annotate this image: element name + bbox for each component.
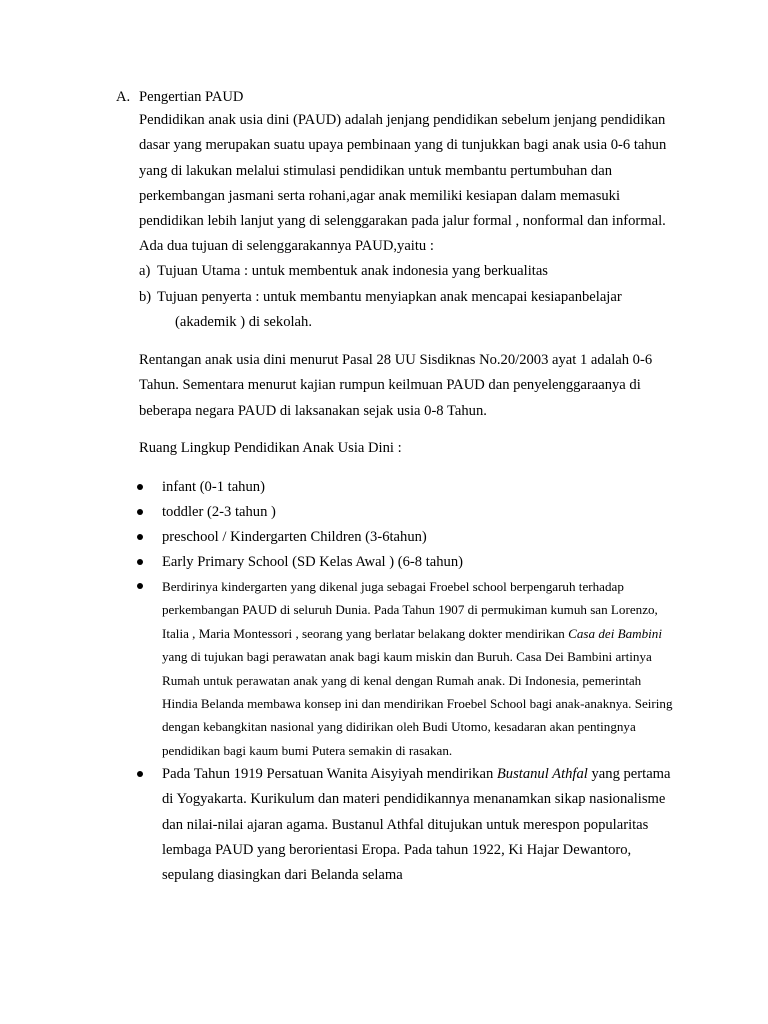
section-title: Pengertian PAUD <box>139 89 244 105</box>
history-paragraph-2 <box>162 766 671 883</box>
section-heading <box>116 86 676 108</box>
list-item <box>116 259 676 285</box>
history-text: yang di tujukan bagi perawatan anak bagi kaum miskin dan Buruh. Casa Dei Bambini artinya Rumah untuk perawatan anak yang di kenal dengan Rumah anak. Di Indonesia, pemerintah Hindia Belanda membawa konsep ini dan mendirikan Froebel School bagi anak-anaknya. Seiring dengan kebangkitan nasional yang didirikan oleh Budi Utomo, kesadaran akan pentingnya pendidikan bagi kaum bumi Putera semakin di rasakan. <box>162 649 673 758</box>
list-item <box>116 525 676 550</box>
scope-item-text: Early Primary School (SD Kelas Awal ) (6-8 tahun) <box>162 553 464 570</box>
history-paragraph-1 <box>162 579 673 758</box>
goal-text-line: Tujuan penyerta : untuk membantu menyiapkan anak mencapai kesiapanbelajar <box>157 288 622 305</box>
goal-text-continuation: (akademik ) di sekolah. <box>175 314 312 331</box>
history-emphasis: Bustanul Athfal <box>496 766 588 783</box>
bullet-icon <box>137 559 143 565</box>
list-item <box>116 285 676 336</box>
list-marker: a) <box>139 263 151 280</box>
goals-intro: Ada dua tujuan di selenggarakannya PAUD,yaitu : <box>139 238 434 255</box>
section-content <box>139 108 676 888</box>
scope-title: Ruang Lingkup Pendidikan Anak Usia Dini : <box>139 439 402 456</box>
list-item <box>116 550 676 575</box>
history-emphasis: Casa dei Bambini <box>568 625 662 641</box>
history-text: Berdirinya kindergarten yang dikenal juga sebagai Froebel school berpengaruh terhadap perkembangan PAUD di seluruh Dunia. Pada Tahun 1907 di permukiman kumuh san Lorenzo, Italia , Maria Montessori , seorang yang berlatar belakang dokter mendirikan <box>162 578 658 641</box>
scope-list <box>116 475 676 888</box>
list-item <box>116 500 676 525</box>
section-letter: A. <box>116 89 131 105</box>
list-item <box>116 762 676 888</box>
scope-item-text: toddler (2-3 tahun ) <box>162 503 276 520</box>
bullet-icon <box>137 771 143 777</box>
goal-text: Tujuan Utama : untuk membentuk anak indonesia yang berkualitas <box>157 263 548 280</box>
history-text: Pada Tahun 1919 Persatuan Wanita Aisyiyah mendirikan <box>162 766 497 783</box>
bullet-icon <box>137 583 143 589</box>
bullet-icon <box>137 534 143 540</box>
goals-list <box>116 259 676 336</box>
list-item <box>116 575 676 762</box>
section-pengertian-paud <box>116 86 676 888</box>
bullet-icon <box>137 484 143 490</box>
scope-item-text: infant (0-1 tahun) <box>162 478 265 495</box>
list-item <box>116 475 676 500</box>
list-marker: b) <box>139 288 152 305</box>
definition-paragraph: Pendidikan anak usia dini (PAUD) adalah jenjang pendidikan sebelum jenjang pendidikan dasar yang merupakan suatu upaya pembinaan yang di tunjukkan bagi anak usia 0-6 tahun yang di lakukan melalui stimulasi pendidikan untuk membantu pertumbuhan dan perkembangan jasmani serta rohani,agar anak memiliki kesiapan dalam memasuki pendidikan lebih lanjut yang di selenggarakan pada jalur formal , nonformal dan informal. <box>139 112 667 230</box>
age-range-paragraph: Rentangan anak usia dini menurut Pasal 28 UU Sisdiknas No.20/2003 ayat 1 adalah 0-6 Tahun. Sementara menurut kajian rumpun keilmuan PAUD dan penyelenggaraanya di beberapa negara PAUD di laksanakan sejak usia 0-8 Tahun. <box>139 351 653 419</box>
history-text: yang pertama di Yogyakarta. Kurikulum dan materi pendidikannya menanamkan sikap nasionalisme dan nilai-nilai ajaran agama. Bustanul Athfal ditujukan untuk merespon popularitas lembaga PAUD yang berorientasi Eropa. Pada tahun 1922, Ki Hajar Dewantoro, sepulang diasingkan dari Belanda selama <box>162 766 671 883</box>
goal-text <box>157 285 622 336</box>
scope-item-text: preschool / Kindergarten Children (3-6tahun) <box>162 528 427 545</box>
bullet-icon <box>137 509 143 515</box>
